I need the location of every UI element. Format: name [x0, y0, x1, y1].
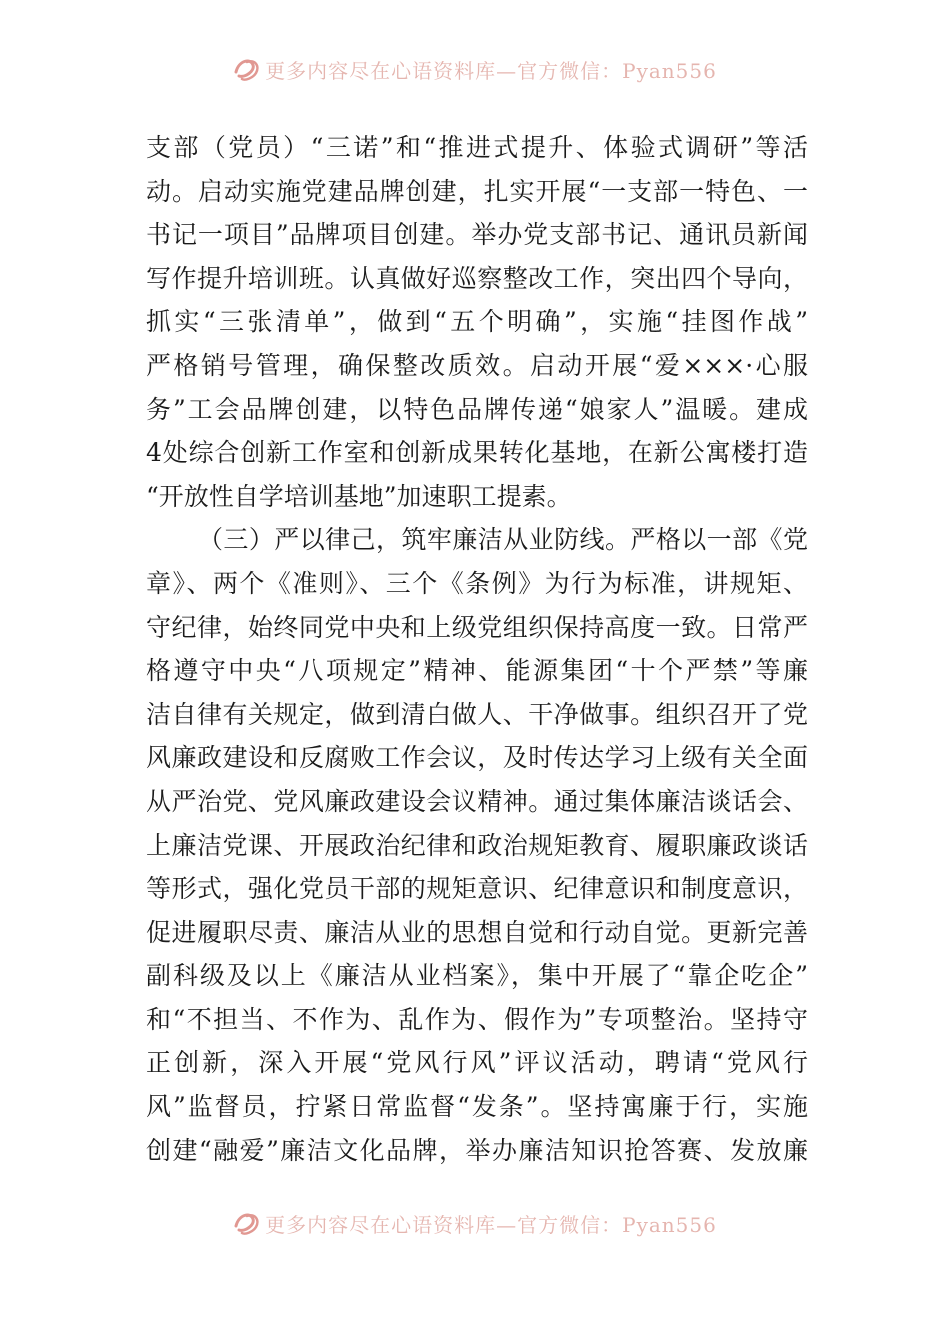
text-line: 洁自律有关规定，做到清白做人、干净做事。组织召开了党 — [146, 699, 808, 729]
text-line: 促进履职尽责、廉洁从业的思想自觉和行动自觉。更新完善 — [146, 917, 808, 947]
text-line: 写作提升培训班。认真做好巡察整改工作，突出四个导向， — [146, 263, 808, 293]
text-line: 书记一项目”品牌项目创建。举办党支部书记、通讯员新闻 — [146, 220, 808, 250]
text-line: 风廉政建设和反腐败工作会议，及时传达学习上级有关全面 — [146, 743, 808, 773]
text-line: 4处综合创新工作室和创新成果转化基地，在新公寓楼打造 — [146, 438, 808, 468]
text-line: 正创新，深入开展“党风行风”评议活动，聘请“党风行 — [146, 1048, 808, 1078]
text-line: 创建“融爱”廉洁文化品牌，举办廉洁知识抢答赛、发放廉 — [146, 1135, 808, 1165]
text-line: 守纪律，始终同党中央和上级党组织保持高度一致。日常严 — [146, 612, 808, 642]
text-line: 支部（党员）“三诺”和“推进式提升、体验式调研”等活 — [146, 133, 808, 162]
brand-logo-icon — [233, 1210, 261, 1236]
watermark-footer — [0, 1208, 950, 1238]
text-line: 格遵守中央“八项规定”精神、能源集团“十个严禁”等廉 — [146, 656, 808, 686]
text-line: 章》、两个《准则》、三个《条例》为行为标准，讲规矩、 — [146, 568, 808, 598]
watermark-header — [0, 54, 950, 84]
section-heading-line: （三）严以律己，筑牢廉洁从业防线。严格以一部《党 — [198, 525, 808, 555]
text-line: 等形式，强化党员干部的规矩意识、纪律意识和制度意识， — [146, 874, 808, 904]
watermark-text: 更多内容尽在心语资料库—官方微信：Pyan556 — [265, 58, 717, 83]
text-line: 严格销号管理，确保整改质效。启动开展“爱×××·心服 — [146, 350, 808, 380]
text-line: 从严治党、党风廉政建设会议精神。通过集体廉洁谈话会、 — [146, 786, 808, 816]
text-line: 务”工会品牌创建，以特色品牌传递“娘家人”温暖。建成 — [146, 394, 808, 424]
text-line: 风”监督员，拧紧日常监督“发条”。坚持寓廉于行，实施 — [146, 1092, 808, 1122]
text-line: 抓实“三张清单”，做到“五个明确”，实施“挂图作战” — [146, 307, 808, 337]
watermark-text: 更多内容尽在心语资料库—官方微信：Pyan556 — [265, 1212, 717, 1237]
text-line: 动。启动实施党建品牌创建，扎实开展“一支部一特色、一 — [146, 176, 808, 206]
text-line: 上廉洁党课、开展政治纪律和政治规矩教育、履职廉政谈话 — [146, 830, 808, 860]
text-line: 副科级及以上《廉洁从业档案》，集中开展了“靠企吃企” — [146, 961, 808, 991]
brand-logo-icon — [233, 56, 261, 82]
text-line: 和“不担当、不作为、乱作为、假作为”专项整治。坚持守 — [146, 1004, 808, 1034]
text-line: “开放性自学培训基地”加速职工提素。 — [146, 481, 572, 511]
document-body — [146, 126, 808, 1172]
